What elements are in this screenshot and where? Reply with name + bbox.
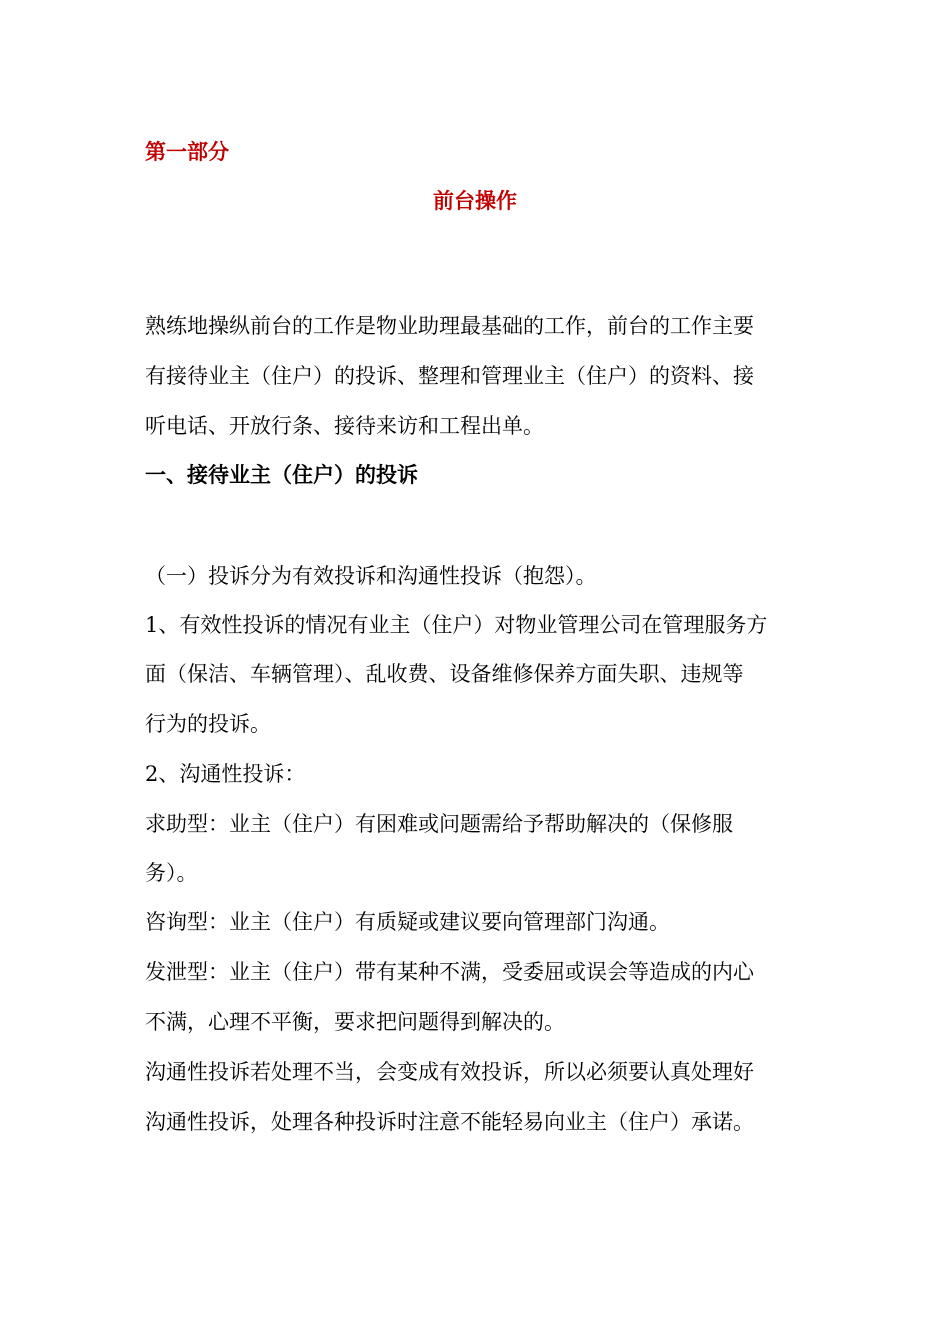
body-line: 行为的投诉。 — [145, 712, 271, 736]
body-line: 务）。 — [145, 861, 198, 885]
body-line: 不满，心理不平衡，要求把问题得到解决的。 — [145, 1010, 565, 1034]
body-line: 面（保洁、车辆管理）、乱收费、设备维修保养方面失职、违规等 — [145, 662, 744, 686]
body-line: （一）投诉分为有效投诉和沟通性投诉（抱怨）。 — [145, 564, 597, 588]
page-title: 前台操作 — [433, 189, 517, 213]
body-line: 求助型：业主（住户）有困难或问题需给予帮助解决的（保修服 — [145, 812, 733, 836]
body-line: 沟通性投诉，处理各种投诉时注意不能轻易向业主（住户）承诺。 — [145, 1110, 754, 1134]
body-line: 沟通性投诉若处理不当，会变成有效投诉，所以必须要认真处理好 — [145, 1060, 754, 1084]
body-line: 2、沟通性投诉： — [145, 762, 306, 786]
section-heading: 一、接待业主（住户）的投诉 — [145, 463, 418, 487]
body-line: 1、有效性投诉的情况有业主（住户）对物业管理公司在管理服务方 — [145, 613, 768, 637]
intro-line: 听电话、开放行条、接待来访和工程出单。 — [145, 414, 544, 438]
body-line: 发泄型：业主（住户）带有某种不满，受委屈或误会等造成的内心 — [145, 960, 754, 984]
part-label: 第一部分 — [145, 140, 229, 164]
intro-line: 熟练地操纵前台的工作是物业助理最基础的工作，前台的工作主要 — [145, 314, 754, 338]
intro-line: 有接待业主（住户）的投诉、整理和管理业主（住户）的资料、接 — [145, 364, 754, 388]
body-line: 咨询型：业主（住户）有质疑或建议要向管理部门沟通。 — [145, 910, 670, 934]
